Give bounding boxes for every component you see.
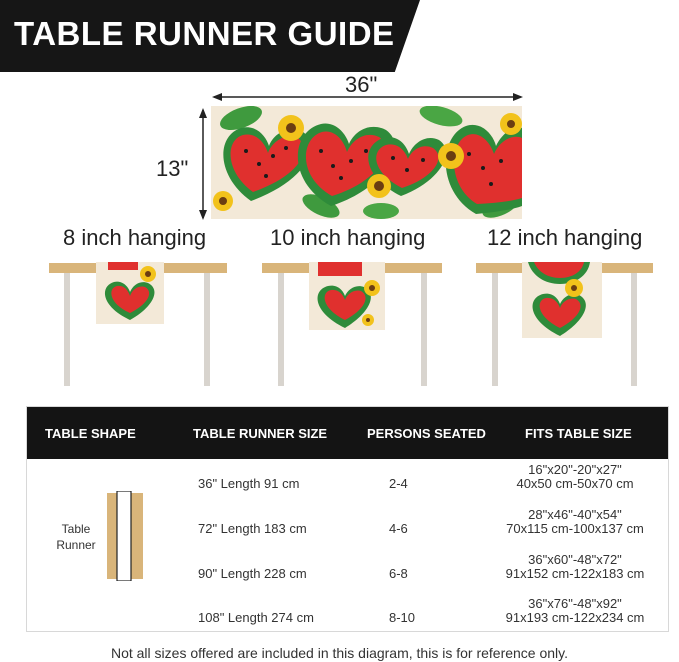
- header-table-shape: TABLE SHAPE: [45, 426, 136, 441]
- table-12-inch-hanging: [476, 262, 653, 386]
- table-row-4-size: 108" Length 274 cm: [198, 610, 314, 625]
- table-row-3-fits: [475, 553, 675, 581]
- table-row-4-fits-in: 36"x76"-48"x92": [528, 596, 622, 611]
- table-row-1-persons: 2-4: [389, 476, 408, 491]
- table-row-1-fits: [475, 463, 675, 491]
- runner-shape-diagram: [99, 491, 159, 581]
- size-table: [26, 406, 669, 632]
- table-row-2-size: 72" Length 183 cm: [198, 521, 307, 536]
- header-persons-seated: PERSONS SEATED: [367, 426, 486, 441]
- table-row-3-fits-cm: 91x152 cm-122x183 cm: [505, 566, 645, 581]
- hanging-label-8: 8 inch hanging: [63, 225, 207, 250]
- table-row-2-fits-cm: 70x115 cm-100x137 cm: [506, 521, 644, 536]
- table-row-2-persons: 4-6: [389, 521, 408, 536]
- hanging-tables-illustration: [0, 258, 679, 388]
- table-row-1-fits-in: 16"x20"-20"x27": [528, 462, 622, 477]
- table-row-2-fits-in: 28"x46"-40"x54": [528, 507, 622, 522]
- table-row-4-persons: 8-10: [389, 610, 416, 625]
- table-row-2-fits: [475, 508, 675, 536]
- table-row-4-fits-cm: 91x193 cm-122x234 cm: [505, 610, 645, 625]
- runner-width-label: 36": [345, 72, 378, 97]
- shape-label-line2: Runner: [56, 538, 96, 552]
- table-row-3-fits-in: 36"x60"-48"x72": [528, 552, 622, 567]
- header-runner-size: TABLE RUNNER SIZE: [193, 426, 328, 441]
- table-row-3-size: 90" Length 228 cm: [198, 566, 307, 581]
- runner-height-label: 13": [156, 156, 189, 181]
- table-8-inch-hanging: [49, 262, 227, 386]
- shape-label: [53, 521, 99, 553]
- table-row-1-size: 36" Length 91 cm: [198, 476, 300, 491]
- table-runner-image: [211, 106, 522, 219]
- page-title: TABLE RUNNER GUIDE: [14, 15, 395, 52]
- table-row-4-fits: [475, 597, 675, 625]
- hanging-label-10: 10 inch hanging: [270, 225, 426, 250]
- shape-label-line1: Table: [61, 522, 91, 536]
- footnote: Not all sizes offered are included in this diagram, this is for reference only.: [110, 645, 569, 661]
- table-row-1-fits-cm: 40x50 cm-50x70 cm: [516, 476, 634, 491]
- table-10-inch-hanging: [262, 262, 442, 386]
- table-row-3-persons: 6-8: [389, 566, 408, 581]
- hanging-label-12: 12 inch hanging: [487, 225, 643, 250]
- header-fits-table-size: FITS TABLE SIZE: [525, 426, 632, 441]
